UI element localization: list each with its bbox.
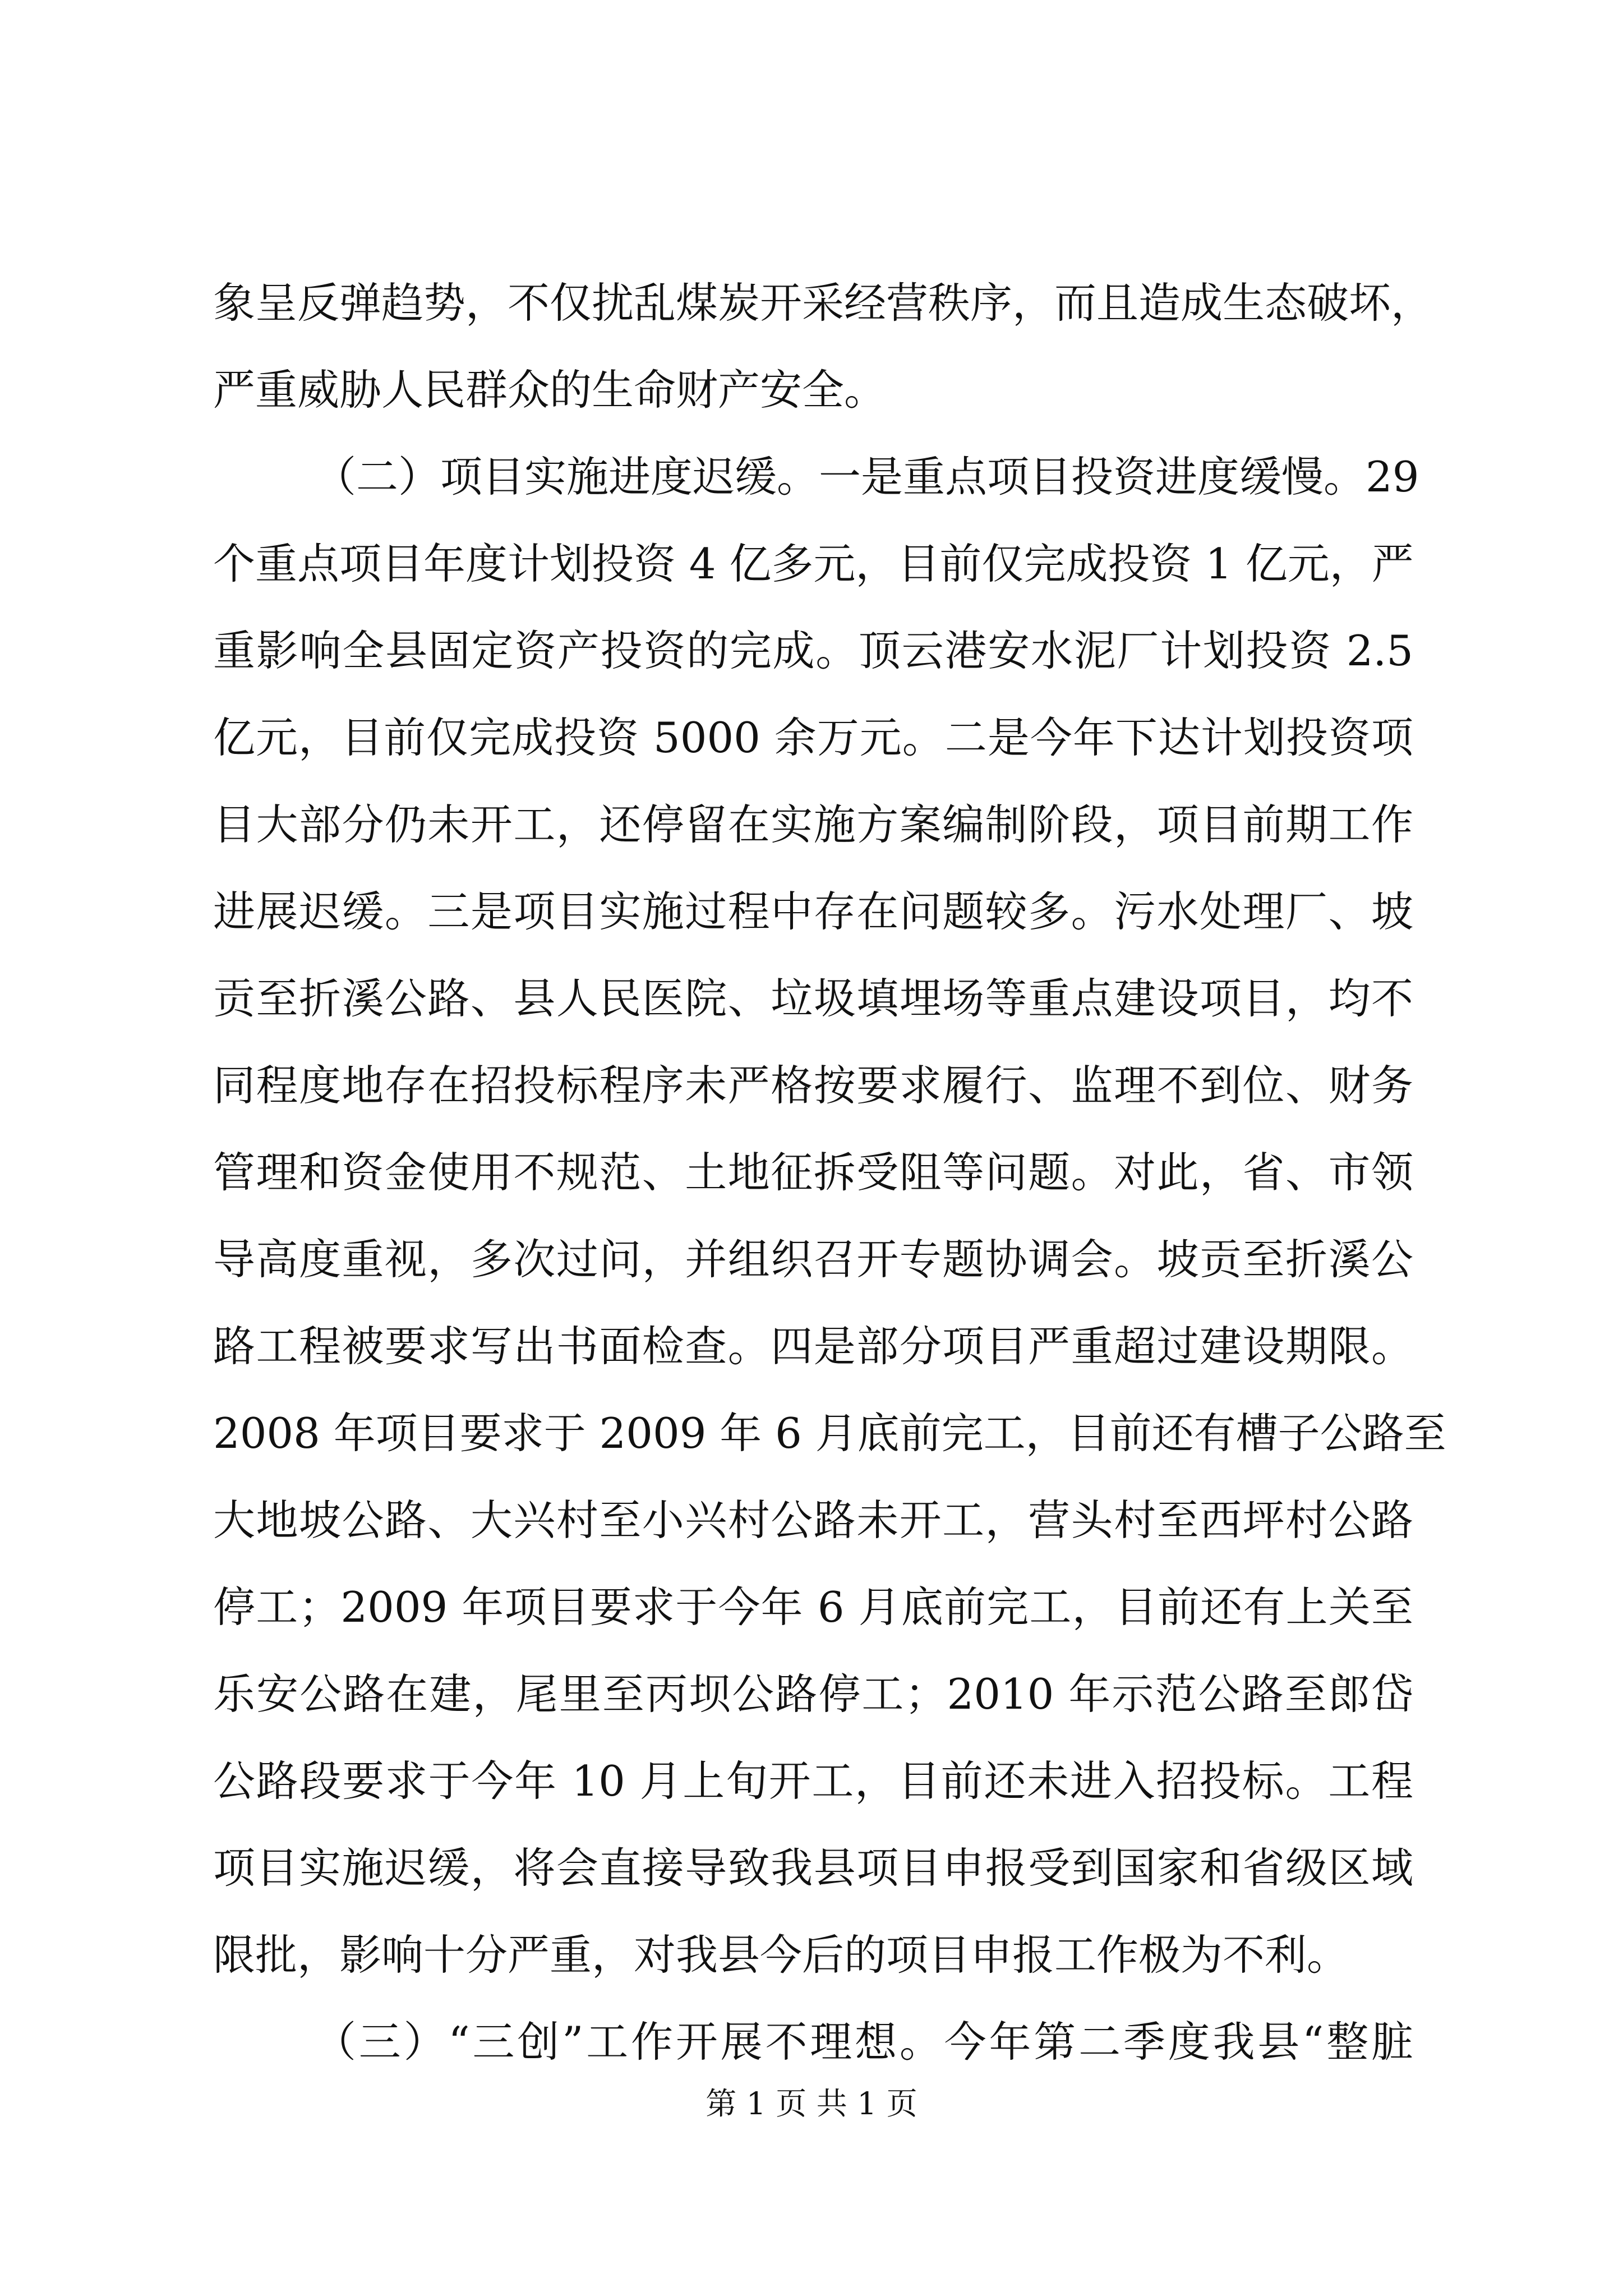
paragraph-line: 贡至折溪公路、县人民医院、垃圾填埋场等重点建设项目，均不 (213, 974, 1413, 1023)
paragraph-line: 象呈反弹趋势，不仅扰乱煤炭开采经营秩序，而且造成生态破坏， (213, 278, 1433, 328)
paragraph-line: 路工程被要求写出书面检查。四是部分项目严重超过建设期限。 (213, 1322, 1413, 1371)
paragraph-line: （三）“三创”工作开展不理想。今年第二季度我县“整脏 (314, 2017, 1413, 2067)
paragraph-line: 2008 年项目要求于 2009 年 6 月底前完工，目前还有槽子公路至 (213, 1409, 1446, 1458)
paragraph-line: 停工；2009 年项目要求于今年 6 月底前完工，目前还有上关至 (213, 1582, 1413, 1632)
paragraph-line: 同程度地存在招投标程序未严格按要求履行、监理不到位、财务 (213, 1061, 1413, 1110)
paragraph-line: 重影响全县固定资产投资的完成。顶云港安水泥厂计划投资 2.5 (213, 626, 1413, 675)
paragraph-line: 进展迟缓。三是项目实施过程中存在问题较多。污水处理厂、坡 (213, 887, 1413, 936)
paragraph-line: 公路段要求于今年 10 月上旬开工，目前还未进入招投标。工程 (213, 1756, 1413, 1806)
paragraph-line: （二）项目实施进度迟缓。一是重点项目投资进度缓慢。29 (314, 452, 1419, 501)
paragraph-line: 导高度重视，多次过问，并组织召开专题协调会。坡贡至折溪公 (213, 1235, 1413, 1284)
paragraph-line: 大地坡公路、大兴村至小兴村公路未开工，营头村至西坪村公路 (213, 1496, 1413, 1545)
paragraph-line: 项目实施迟缓，将会直接导致我县项目申报受到国家和省级区域 (213, 1843, 1413, 1893)
paragraph-line: 个重点项目年度计划投资 4 亿多元，目前仅完成投资 1 亿元，严 (213, 539, 1414, 588)
paragraph-line: 严重威胁人民群众的生命财产安全。 (213, 365, 887, 415)
page-footer: 第 1 页 共 1 页 (706, 2086, 917, 2122)
paragraph-line: 限批，影响十分严重，对我县今后的项目申报工作极为不利。 (213, 1930, 1349, 1980)
paragraph-line: 亿元，目前仅完成投资 5000 余万元。二是今年下达计划投资项 (213, 713, 1413, 762)
paragraph-line: 乐安公路在建，尾里至丙坝公路停工；2010 年示范公路至郎岱 (213, 1669, 1413, 1719)
paragraph-line: 目大部分仍未开工，还停留在实施方案编制阶段，项目前期工作 (213, 800, 1413, 849)
paragraph-line: 管理和资金使用不规范、土地征拆受阻等问题。对此，省、市领 (213, 1148, 1413, 1197)
